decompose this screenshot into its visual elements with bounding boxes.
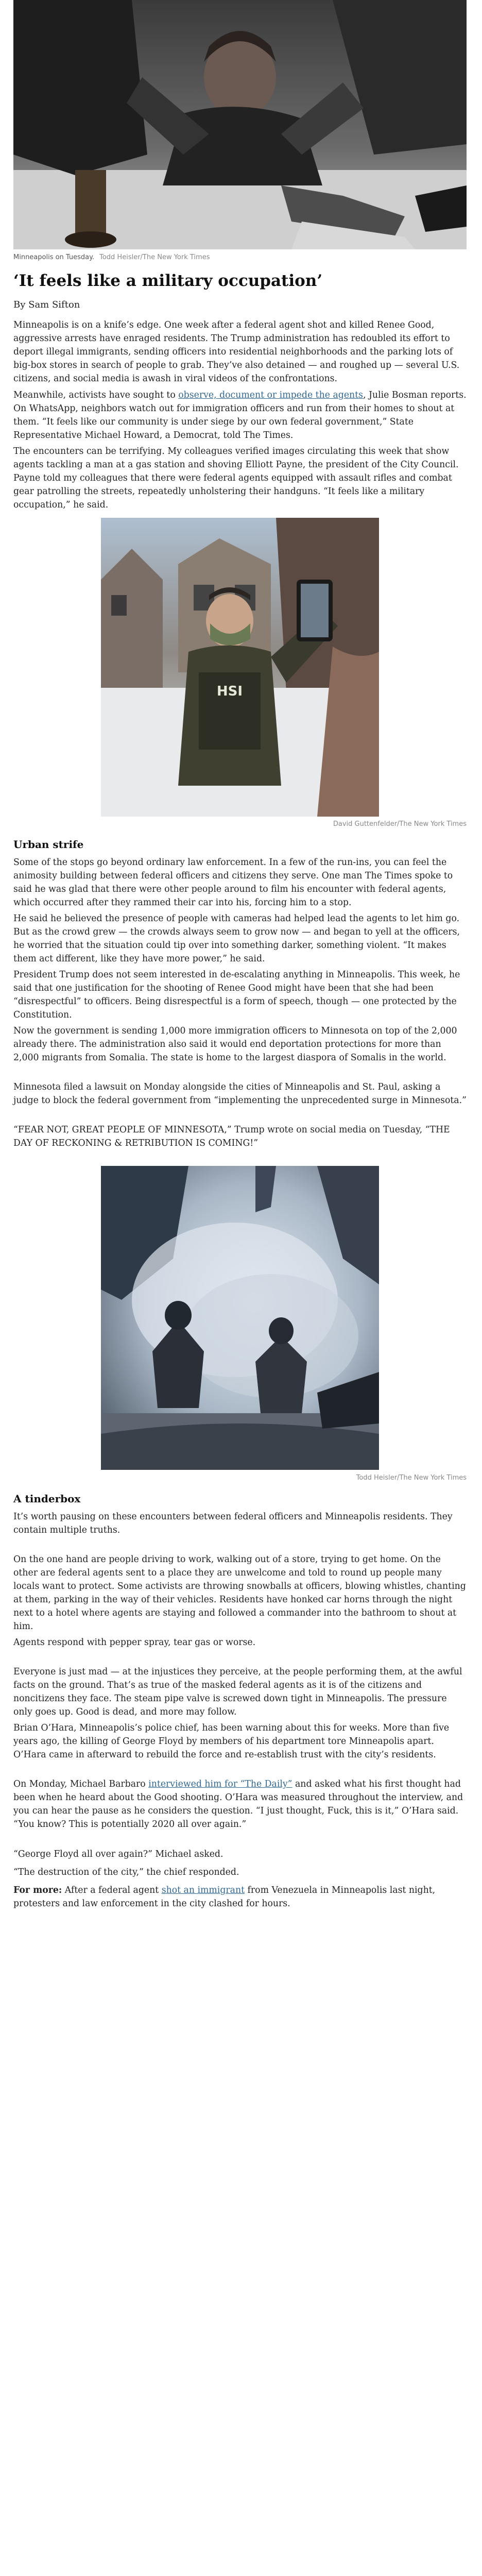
paragraph: On the one hand are people driving to work, walking out of a store, trying to get home. On the other are federal agents sent to a place they are unwelcome and told to round up people many locals want to protect. Some activists are throwing snowballs at officers, blowing whistles, chanting at them, parking in the way of their vehicles. Residents have honked car horns through the night next to a hotel where agents are staying and followed a commander into the bathroom to shout at him.	[13, 1554, 466, 1632]
paragraph-text: , Julie Bosman reports. On WhatsApp, neighbors watch out for immigration officers and run from their homes to shout at them. “It feels like our community is under siege by our own federal government,” State Representative Michael Howard, a Democrat, told The Times.	[13, 390, 467, 440]
paragraph: “FEAR NOT, GREAT PEOPLE OF MINNESOTA,” Trump wrote on social media on Tuesday, “THE DAY OF RECKONING & RETRIBUTION IS COMING!”	[13, 1125, 450, 1148]
paragraph-text: and asked what his first thought had been when he heard about the Good shooting. O’Hara was measured throughout the interview, and you can hear the pause as he considers the question. “I just thought, Fuck, this is it,” O’Hara said. “You know? This is potentially 2020 all over again.”	[13, 1779, 463, 1829]
link-the-daily-interview[interactable]: interviewed him for “The Daily”	[148, 1779, 292, 1789]
photo-tear-gas	[101, 1166, 379, 1470]
paragraph: Brian O’Hara, Minneapolis’s police chief, has been warning about this for weeks. More than five years ago, the killing of George Floyd by members of his department tore Minneapolis apart. O’Hara came in afterward to rebuild the force and re-establish trust with the city’s residents.	[13, 1723, 450, 1760]
paragraph	[13, 1884, 467, 1910]
photo-3-caption-row	[13, 1473, 467, 1483]
paragraph: Agents respond with pepper spray, tear gas or worse.	[13, 1637, 256, 1648]
paragraph	[13, 1777, 467, 1831]
photo-agent-image	[101, 518, 379, 817]
for-more-label: For more:	[13, 1885, 62, 1895]
paragraph: The encounters can be terrifying. My colleagues verified images circulating this week that show agents tackling a man at a gas station and shoving Elliott Payne, the president of the City Council. Payne told my colleagues that there were federal agents equipped with assault rifles and combat gear patrolling the streets, repeatedly unholstering their handguns. “It feels like a military occupation,” he said.	[13, 446, 459, 510]
paragraph: He said he believed the presence of people with cameras had helped lead the agents to let him go. But as the crowd grew — the crowds always seem to grow now — and began to yell at the officers, he worried that the situation could tip over into something darker, something violent. “It makes them act different, like they have more power,” he said.	[13, 913, 460, 964]
link-observe-document-impede[interactable]: observe, document or impede the agents	[178, 390, 363, 400]
paragraph: Now the government is sending 1,000 more immigration officers to Minnesota on top of the 2,000 already there. The administration also said it would end deportation protections for more than 2,000 migrants from Somalia. The state is home to the largest diaspora of Somalis in the world.	[13, 1026, 457, 1063]
section-heading-urban-strife: Urban strife	[13, 838, 84, 851]
paragraph-text: After a federal agent	[62, 1885, 162, 1895]
photo-arrest-image	[13, 0, 467, 249]
photo-1-caption-row	[13, 253, 467, 262]
paragraph: Some of the stops go beyond ordinary law enforcement. In a few of the run-ins, you can feel the animosity building between federal officers and citizens they serve. One man The Times spoke to said he was glad that there were other people around to film his encounter with federal agents, which occurred after they rammed their car into his, forcing him to a stop.	[13, 857, 453, 908]
paragraph: President Trump does not seem interested in de-escalating anything in Minneapolis. This week, he said that one justification for the shooting of Renee Good might have been that she had been “disrespectful” to officers. Being disrespectful is a form of speech, though — one protected by the Constitution.	[13, 970, 460, 1020]
paragraph: It’s worth pausing on these encounters between federal officers and Minneapolis residents. They contain multiple truths.	[13, 1512, 453, 1535]
photo-tear-gas-image	[101, 1166, 379, 1470]
paragraph: Minneapolis is on a knife’s edge. One week after a federal agent shot and killed Renee Good, aggressive arrests have enraged residents. The Trump administration has redoubled its effort to deport illegal immigrants, sending officers into residential neighborhoods and the parking lots of big-box stores in search of people to grab. They’ve also detained — and roughed up — several U.S. citizens, and social media is awash in viral videos of the confrontations.	[13, 320, 460, 384]
photo-minneapolis-arrest	[13, 0, 467, 249]
byline: By Sam Sifton	[13, 299, 80, 310]
paragraph: Everyone is just mad — at the injustices they perceive, at the people performing them, at the awful facts on the ground. That’s as true of the masked federal agents as it is of the citizens and noncitizens they face. The steam pipe valve is screwed down tight in Minneapolis. The pressure only goes up. Good is dead, and more may follow.	[13, 1667, 462, 1717]
photo-3-credit: Todd Heisler/The New York Times	[356, 1474, 467, 1482]
paragraph	[13, 388, 467, 442]
paragraph: Minnesota filed a lawsuit on Monday alongside the cities of Minneapolis and St. Paul, asking a judge to block the federal government from “implementing the unprecedented surge in Minnesota.”	[13, 1082, 467, 1106]
photo-1-caption: Minneapolis on Tuesday.	[13, 253, 95, 261]
paragraph: “The destruction of the city,” the chief responded.	[13, 1867, 239, 1877]
section-heading-military-occupation: ‘It feels like a military occupation’	[13, 272, 323, 290]
paragraph-text: Meanwhile, activists have sought to	[13, 390, 179, 400]
paragraph-text: from Venezuela in Minneapolis last night, protesters and law enforcement in the city clashed for hours.	[13, 1885, 436, 1909]
paragraph: “George Floyd all over again?” Michael asked.	[13, 1849, 223, 1859]
photo-2-credit: David Guttenfelder/The New York Times	[333, 820, 467, 828]
photo-1-credit: Todd Heisler/The New York Times	[99, 253, 210, 261]
photo-2-caption-row	[13, 820, 467, 829]
section-heading-tinderbox: A tinderbox	[13, 1493, 81, 1505]
paragraph-text: On Monday, Michael Barbaro	[13, 1779, 149, 1789]
link-shot-an-immigrant[interactable]: shot an immigrant	[161, 1885, 245, 1895]
vest-label: HSI	[216, 684, 243, 699]
photo-agent-filming	[101, 518, 379, 817]
